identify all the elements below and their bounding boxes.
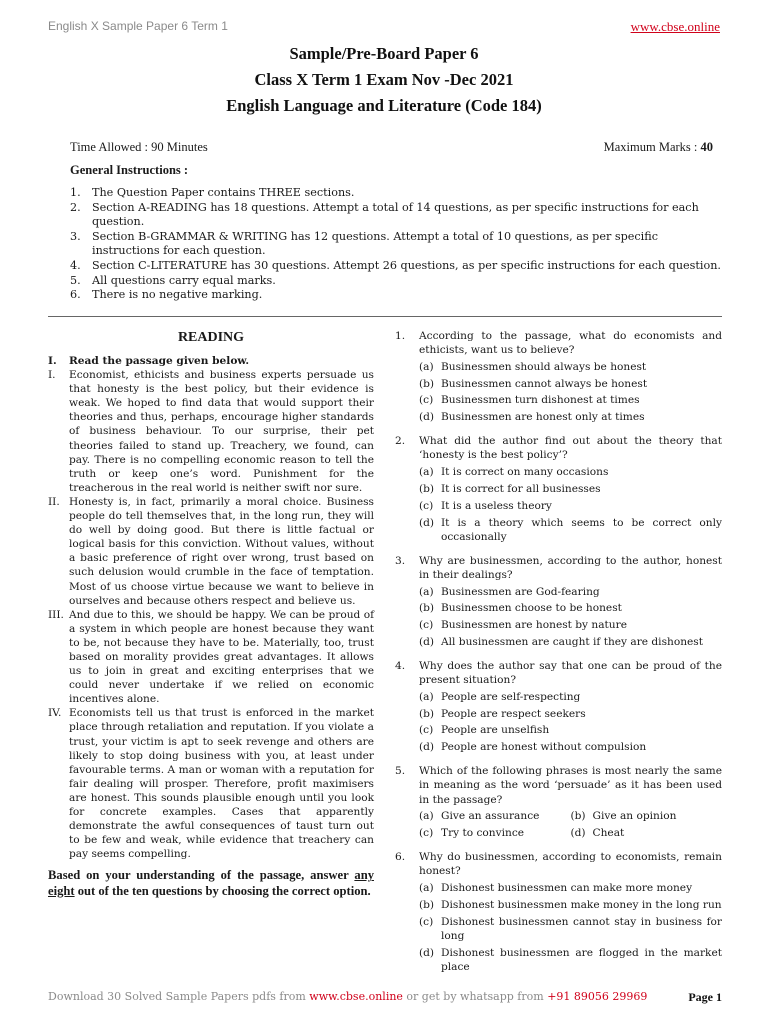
general-instructions-title: General Instructions : — [70, 163, 189, 177]
options-list — [419, 360, 722, 424]
option-text: People are self-respecting — [441, 690, 581, 703]
option-text: It is correct for all businesses — [441, 482, 601, 495]
answer-instruction-2: out of the ten questions by choosing the correct option. — [74, 883, 371, 898]
option-letter: (d) — [419, 741, 435, 754]
question-body — [419, 554, 722, 649]
paragraph-number: II. — [48, 495, 60, 508]
intro-num: I. — [48, 355, 57, 367]
answer-option[interactable] — [419, 635, 722, 649]
answer-option[interactable] — [419, 723, 722, 737]
question — [395, 659, 722, 754]
answer-instruction-emphasis: any eight — [48, 868, 374, 898]
option-letter: (b) — [419, 602, 435, 615]
answer-option[interactable] — [419, 690, 722, 704]
paragraph-number: IV. — [48, 707, 62, 720]
page-footer — [48, 990, 722, 1003]
option-letter: (d) — [570, 827, 586, 840]
option-text: Give an assurance — [441, 810, 540, 823]
answer-instruction — [48, 868, 374, 899]
paragraph-text: Honesty is, in fact, primarily a moral choice. Business people do tell themselves that, in the long run, they will do well by doing good. But there is little factual or logical basis for this conviction. Without values, without a basic preference of right over wrong, trust based on such delusion would crumble in the face of temptation. Most of us choose virtue because we want to believe in ourselves and because others respect and believe us. — [69, 495, 374, 607]
instruction-item — [70, 288, 722, 303]
question-number: 4. — [395, 660, 406, 673]
option-letter: (b) — [419, 707, 435, 720]
question-number: 6. — [395, 851, 406, 864]
answer-option[interactable] — [419, 740, 722, 754]
answer-option[interactable] — [419, 482, 722, 496]
options-list — [419, 585, 722, 649]
option-text: Businessmen should always be honest — [441, 360, 647, 373]
answer-option[interactable] — [419, 618, 722, 632]
option-letter: (d) — [419, 516, 435, 529]
answer-option[interactable] — [419, 898, 722, 912]
option-text: Businessmen are God-fearing — [441, 585, 600, 598]
reading-section — [48, 330, 374, 900]
paper-title: Sample/Pre-Board Paper 6 — [289, 44, 479, 63]
instruction-item — [70, 201, 722, 230]
questions-column — [395, 329, 722, 984]
question-stem: Why does the author say that one can be proud of the present situation? — [419, 660, 722, 687]
option-text: Give an opinion — [592, 810, 677, 823]
answer-option[interactable] — [419, 946, 722, 974]
paragraph-number: I. — [48, 369, 56, 382]
answer-option[interactable] — [419, 601, 722, 615]
option-letter: (b) — [419, 898, 435, 911]
passage-paragraph — [48, 706, 374, 861]
instruction-text: There is no negative marking. — [92, 288, 263, 302]
option-letter: (d) — [419, 635, 435, 648]
option-text: It is correct on many occasions — [441, 466, 609, 479]
subject-title: English Language and Literature (Code 184) — [226, 96, 542, 115]
exam-title: Class X Term 1 Exam Nov -Dec 2021 — [254, 70, 514, 89]
option-text: Dishonest businessmen can make more money — [441, 882, 693, 895]
answer-option[interactable] — [419, 410, 722, 424]
option-letter: (b) — [570, 810, 586, 823]
option-text: Businessmen turn dishonest at times — [441, 394, 640, 407]
instruction-item — [70, 230, 722, 259]
option-letter: (b) — [419, 482, 435, 495]
answer-option[interactable] — [419, 465, 722, 479]
max-marks-label: Maximum Marks : — [603, 140, 701, 154]
option-text: Cheat — [592, 827, 625, 840]
option-text: All businessmen are caught if they are dishonest — [441, 635, 703, 648]
instruction-text: The Question Paper contains THREE sections. — [92, 186, 355, 199]
paragraph-text: And due to this, we should be happy. We can be proud of a system in which people are honest because they want to be, not because they have to be. Materially, too, trust based on morality provides great advantages. It allows us to join in great and exciting enterprises that we could never undertake if we relied on economic incentives alone. — [69, 608, 374, 706]
option-letter: (d) — [419, 411, 435, 424]
answer-option[interactable] — [419, 393, 722, 407]
option-letter: (a) — [419, 882, 434, 895]
option-letter: (c) — [419, 394, 434, 407]
question-stem: What did the author find out about the theory that ‘honesty is the best policy’? — [419, 435, 722, 462]
options-list — [419, 465, 722, 544]
answer-option[interactable] — [419, 809, 571, 823]
option-letter: (c) — [419, 827, 434, 840]
question-number: 2. — [395, 435, 406, 448]
passage-paragraph — [48, 495, 374, 608]
instruction-item — [70, 186, 722, 201]
passage — [48, 368, 374, 861]
option-letter: (a) — [419, 585, 434, 598]
answer-option[interactable] — [419, 881, 722, 895]
time-allowed: Time Allowed : 90 Minutes — [70, 140, 208, 154]
question-stem: Which of the following phrases is most nearly the same in meaning as the word ‘persuade’ as it has been used in the passage? — [419, 765, 722, 806]
instruction-number: 2. — [70, 200, 81, 214]
question-body — [419, 434, 722, 543]
answer-option[interactable] — [419, 377, 722, 391]
option-letter: (c) — [419, 619, 434, 632]
answer-option[interactable] — [419, 360, 722, 374]
intro-text: Read the passage given below. — [69, 355, 250, 367]
section-heading: READING — [177, 330, 245, 345]
option-text: Businessmen are honest only at times — [441, 411, 645, 424]
question-body — [419, 764, 722, 840]
option-text: Businessmen choose to be honest — [441, 602, 622, 615]
instruction-number: 3. — [70, 229, 81, 243]
maximum-marks — [604, 140, 713, 155]
option-letter: (a) — [419, 360, 434, 373]
answer-option[interactable] — [419, 826, 571, 840]
passage-intro — [48, 354, 374, 368]
instruction-number: 1. — [70, 186, 81, 199]
answer-option[interactable] — [419, 915, 722, 943]
question-stem: According to the passage, what do economists and ethicists, want us to believe? — [419, 330, 722, 357]
answer-instruction-1: Based on your understanding of the passage, answer — [48, 868, 355, 883]
option-text: People are respect seekers — [441, 707, 586, 720]
option-letter: (a) — [419, 690, 434, 703]
instruction-text: All questions carry equal marks. — [92, 273, 276, 287]
option-text: Try to convince — [441, 827, 525, 840]
footer-phone[interactable]: +91 89056 29969 — [547, 990, 648, 1003]
website-link[interactable]: www.cbse.online — [630, 19, 720, 34]
question-stem: Why are businessmen, according to the author, honest in their dealings? — [419, 554, 722, 581]
question-body — [419, 329, 722, 424]
paragraph-text: Economist, ethicists and business experts persuade us that honesty is the best policy, but their evidence is weak. We hoped to find data that would support their theories and thus, perhaps, encourage higher standards of business behaviour. To our surprise, their pet theories failed to stand up. Treachery, we found, can pay. There is no compelling economic reason to tell the truth or keep one’s word. Punishment for the treacherous in the real world is neither swift nor sure. — [69, 369, 374, 494]
option-text: Businessmen are honest by nature — [441, 619, 627, 632]
question — [395, 554, 722, 649]
options-list — [419, 881, 722, 974]
instruction-number: 5. — [70, 273, 81, 287]
answer-option[interactable] — [571, 809, 723, 823]
page-number: Page 1 — [688, 990, 722, 1004]
question-body — [419, 659, 722, 754]
question — [395, 764, 722, 840]
question — [395, 850, 722, 974]
instruction-text: Section C-LITERATURE has 30 questions. Attempt 26 questions, as per specific instructions for each question. — [92, 258, 721, 272]
option-letter: (d) — [419, 946, 435, 959]
question-number: 1. — [395, 330, 406, 342]
instruction-number: 6. — [70, 288, 81, 302]
instruction-text: Section B-GRAMMAR & WRITING has 12 questions. Attempt a total of 10 questions, as per specific instructions for each question. — [92, 229, 658, 258]
options-list — [419, 807, 722, 841]
option-text: Dishonest businessmen are flogged in the market place — [441, 946, 722, 973]
option-text: It is a theory which seems to be correct only occasionally — [441, 516, 722, 543]
instruction-text: Section A-READING has 18 questions. Attempt a total of 14 questions, as per specific instructions for each question. — [92, 200, 699, 229]
answer-option[interactable] — [419, 707, 722, 721]
option-letter: (b) — [419, 377, 435, 390]
question — [395, 434, 722, 543]
question-body — [419, 850, 722, 974]
question-number: 5. — [395, 765, 406, 778]
option-text: Dishonest businessmen cannot stay in business for long — [441, 915, 722, 942]
instructions-list — [70, 186, 722, 303]
passage-paragraph — [48, 368, 374, 495]
max-marks-value: 40 — [700, 140, 713, 154]
answer-option[interactable] — [419, 516, 722, 544]
divider — [48, 316, 722, 317]
question-stem: Why do businessmen, according to economists, remain honest? — [419, 851, 722, 878]
options-list — [419, 690, 722, 754]
footer-text-2: or get by whatsapp from — [402, 990, 548, 1003]
option-text: People are honest without compulsion — [441, 741, 647, 754]
answer-option[interactable] — [419, 585, 722, 599]
option-letter: (c) — [419, 915, 434, 928]
instruction-item — [70, 274, 722, 289]
option-letter: (a) — [419, 810, 434, 823]
option-text: Dishonest businessmen make money in the long run — [441, 898, 722, 911]
answer-option[interactable] — [419, 499, 722, 513]
question-number: 3. — [395, 554, 406, 567]
passage-paragraph — [48, 608, 374, 707]
option-text: People are unselfish — [441, 724, 550, 737]
running-header: English X Sample Paper 6 Term 1 — [48, 19, 228, 33]
option-text: It is a useless theory — [441, 499, 552, 512]
footer-text-1: Download 30 Solved Sample Papers pdfs from — [48, 990, 310, 1003]
answer-option[interactable] — [571, 826, 723, 840]
option-text: Businessmen cannot always be honest — [441, 377, 648, 390]
question — [395, 329, 722, 424]
instruction-number: 4. — [70, 258, 81, 272]
instruction-item — [70, 259, 722, 274]
option-letter: (c) — [419, 724, 434, 737]
option-letter: (c) — [419, 499, 434, 512]
option-letter: (a) — [419, 466, 434, 479]
paragraph-number: III. — [48, 608, 64, 621]
footer-link[interactable]: www.cbse.online — [309, 990, 403, 1003]
paragraph-text: Economists tell us that trust is enforced in the market place through retaliation and reputation. If you violate a trust, your victim is apt to seek revenge and others are likely to stop doing business with you, at least under favourable terms. A man or woman with a reputation for fair dealing will prosper. Therefore, profit maximisers are honest. This sounds plausible enough until you look for concrete examples. Cases that apparently demonstrate the awful consequences of taust turn out to be few and weak, while evidence that treachery can pay seems compelling. — [69, 707, 374, 861]
